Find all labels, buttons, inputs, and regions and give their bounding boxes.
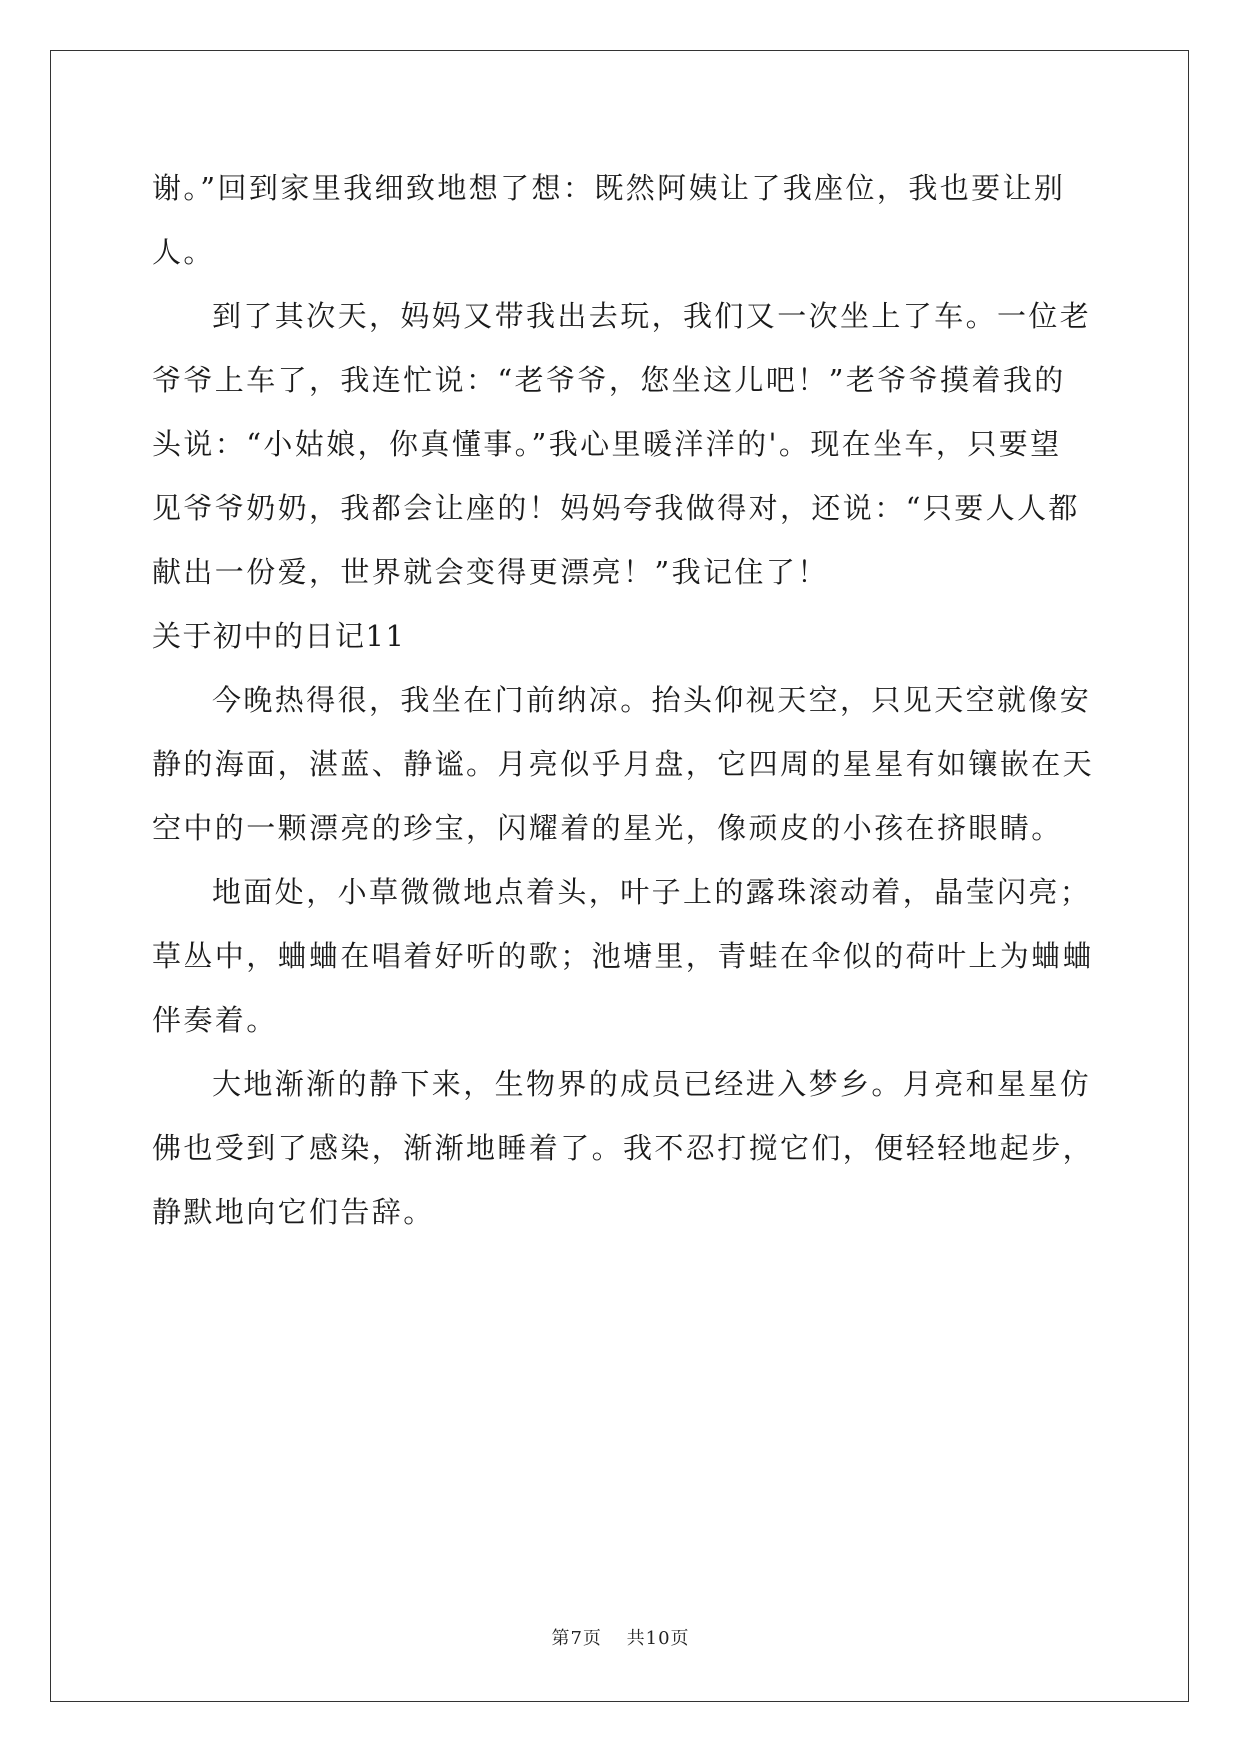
text-line: 人。 (152, 235, 215, 269)
text-line: 献出一份爱，世界就会变得更漂亮！”我记住了！ (152, 555, 829, 589)
paragraph-start-line: 到了其次天，妈妈又带我出去玩，我们又一次坐上了车。一位老 (212, 299, 1092, 333)
page-number: 第7页 (551, 1628, 602, 1649)
text-line: 爷爷上车了，我连忙说：“老爷爷，您坐这儿吧！”老爷爷摸着我的 (152, 363, 1066, 397)
text-line: 谢。”回到家里我细致地想了想：既然阿姨让了我座位，我也要让别 (152, 171, 1066, 205)
page-total: 共10页 (626, 1628, 690, 1649)
page-footer (0, 1624, 1241, 1650)
document-body (152, 156, 1095, 1244)
text-line: 静默地向它们告辞。 (152, 1195, 435, 1229)
text-line: 头说：“小姑娘，你真懂事。”我心里暖洋洋的'。现在坐车，只要望 (152, 427, 1062, 461)
paragraph-start-line: 地面处，小草微微地点着头，叶子上的露珠滚动着，晶莹闪亮； (212, 875, 1092, 909)
text-line: 佛也受到了感染，渐渐地睡着了。我不忍打搅它们，便轻轻地起步， (152, 1131, 1095, 1165)
paragraph-start-line: 大地渐渐的静下来，生物界的成员已经进入梦乡。月亮和星星仿 (212, 1067, 1092, 1101)
text-line: 草丛中，蛐蛐在唱着好听的歌；池塘里，青蛙在伞似的荷叶上为蛐蛐 (152, 939, 1095, 973)
section-heading: 关于初中的日记11 (152, 619, 406, 653)
text-line: 见爷爷奶奶，我都会让座的！妈妈夸我做得对，还说：“只要人人都 (152, 491, 1080, 525)
text-line: 伴奏着。 (152, 1003, 278, 1037)
text-line: 静的海面，湛蓝、静谧。月亮似乎月盘，它四周的星星有如镶嵌在天 (152, 747, 1095, 781)
paragraph-start-line: 今晚热得很，我坐在门前纳凉。抬头仰视天空，只见天空就像安 (212, 683, 1092, 717)
text-line: 空中的一颗漂亮的珍宝，闪耀着的星光，像顽皮的小孩在挤眼睛。 (152, 811, 1063, 845)
